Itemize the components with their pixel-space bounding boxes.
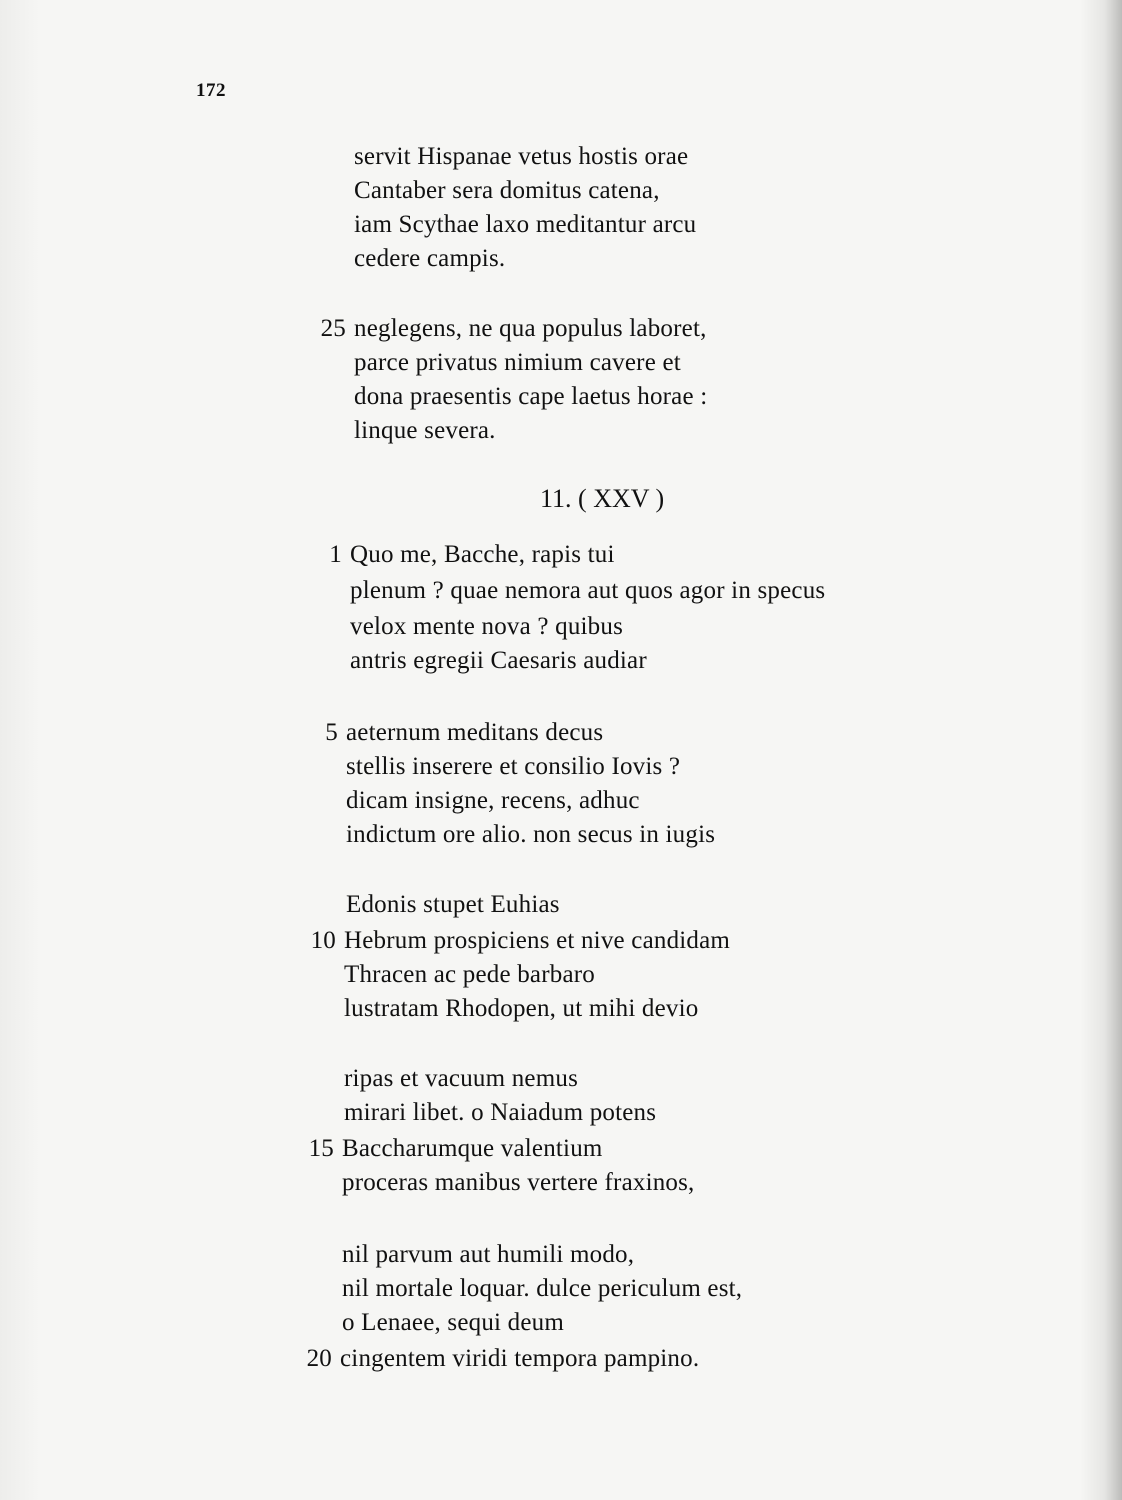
verse-line	[342, 1166, 695, 1200]
line-number: 5	[325, 719, 338, 746]
poem-heading: 11. ( XXV )	[540, 484, 665, 513]
verse-line	[306, 1342, 700, 1376]
verse-text: plenum ? quae nemora aut quos agor in specus	[350, 577, 826, 604]
verse-line	[329, 538, 615, 572]
verse-text: Quo me, Bacche, rapis tui	[350, 541, 615, 568]
verse-line	[325, 716, 604, 750]
line-number: 25	[320, 315, 346, 342]
verse-line	[344, 1062, 578, 1096]
verse-line	[354, 140, 688, 174]
verse-line	[346, 750, 680, 784]
verse-line	[308, 1132, 603, 1166]
verse-text: iam Scythae laxo meditantur arcu	[354, 211, 697, 238]
verse-text: cingentem viridi tempora pampino.	[340, 1345, 700, 1372]
verse-line	[346, 818, 715, 852]
verse-text: nil parvum aut humili modo,	[342, 1241, 635, 1268]
line-number: 1	[329, 541, 342, 568]
verse-text: velox mente nova ? quibus	[350, 613, 623, 640]
verse-line	[354, 380, 707, 414]
verse-line	[344, 958, 595, 992]
line-number: 15	[308, 1135, 334, 1162]
verse-line	[350, 574, 825, 608]
verse-line	[350, 644, 647, 678]
verse-text: dona praesentis cape laetus horae :	[354, 383, 708, 410]
verse-line	[310, 924, 731, 958]
verse-text: Thracen ac pede barbaro	[344, 961, 595, 988]
line-number: 10	[310, 927, 336, 954]
verse-text: o Lenaee, sequi deum	[342, 1309, 564, 1336]
page-number: 172	[196, 80, 226, 101]
verse-line	[354, 346, 681, 380]
verse-text: cedere campis.	[354, 245, 506, 272]
verse-text: lustratam Rhodopen, ut mihi devio	[344, 995, 699, 1022]
verse-text: servit Hispanae vetus hostis orae	[354, 143, 689, 170]
verse-text: parce privatus nimium cavere et	[354, 349, 681, 376]
verse-line	[342, 1306, 564, 1340]
verse-line	[342, 1272, 742, 1306]
verse-text: Cantaber sera domitus catena,	[354, 177, 660, 204]
verse-line	[346, 784, 640, 818]
line-number: 20	[306, 1345, 332, 1372]
verse-text: proceras manibus vertere fraxinos,	[342, 1169, 695, 1196]
verse-text: neglegens, ne qua populus laboret,	[354, 315, 707, 342]
verse-line	[350, 610, 623, 644]
verse-line	[354, 208, 696, 242]
verse-text: dicam insigne, recens, adhuc	[346, 787, 640, 814]
verse-line	[354, 242, 505, 276]
verse-text: mirari libet. o Naiadum potens	[344, 1099, 657, 1126]
verse-line	[342, 1238, 634, 1272]
verse-text: antris egregii Caesaris audiar	[350, 647, 647, 674]
verse-text: nil mortale loquar. dulce periculum est,	[342, 1275, 743, 1302]
verse-line	[354, 174, 660, 208]
verse-line	[344, 992, 698, 1026]
page-edge-shadow	[1104, 0, 1122, 1500]
verse-text: stellis inserere et consilio Iovis ?	[346, 753, 681, 780]
verse-text: aeternum meditans decus	[346, 719, 604, 746]
verse-line	[344, 1096, 656, 1130]
verse-text: indictum ore alio. non secus in iugis	[346, 821, 716, 848]
verse-text: Edonis stupet Euhias	[346, 891, 560, 918]
verse-line	[346, 888, 560, 922]
verse-text: Hebrum prospiciens et nive candidam	[344, 927, 731, 954]
verse-line	[320, 312, 707, 346]
verse-text: linque severa.	[354, 417, 496, 444]
verse-text: Baccharumque valentium	[342, 1135, 603, 1162]
verse-text: ripas et vacuum nemus	[344, 1065, 578, 1092]
verse-line	[354, 414, 496, 448]
